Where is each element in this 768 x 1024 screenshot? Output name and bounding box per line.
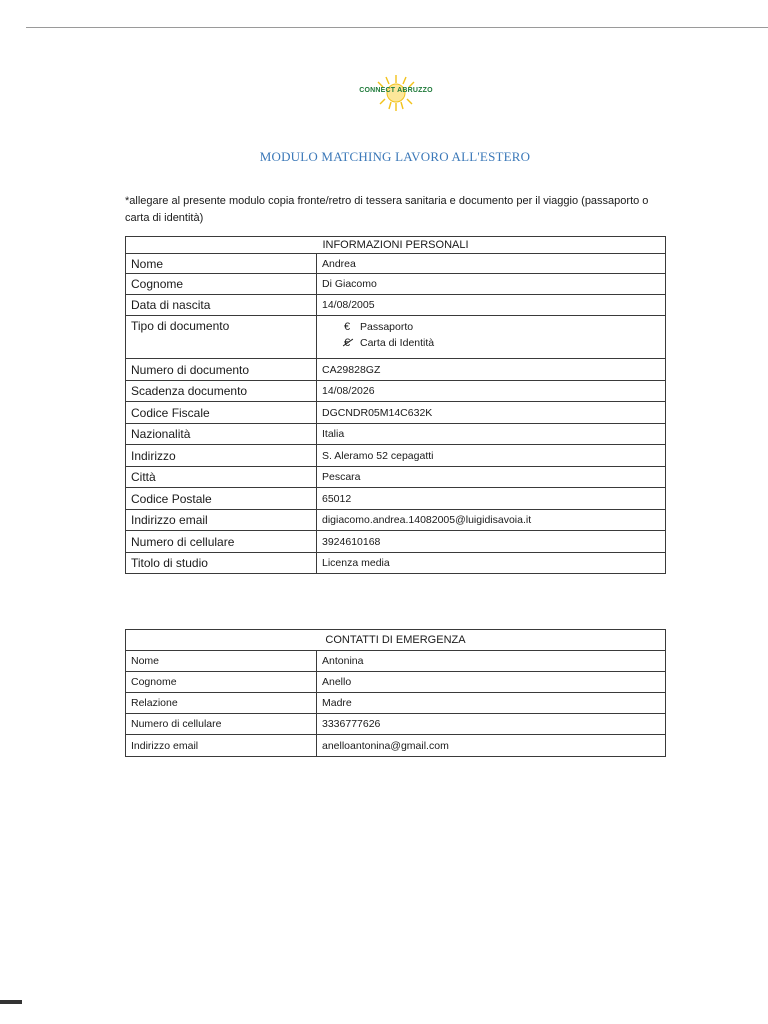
field-label: Codice Postale	[126, 488, 317, 510]
document-option-passport[interactable]	[322, 319, 665, 335]
emergency-last-name-field[interactable]: Anello	[317, 672, 666, 693]
document-type-field	[317, 316, 666, 359]
emergency-phone-field[interactable]: 3336777626	[317, 714, 666, 735]
table-row	[126, 735, 666, 757]
table-row	[126, 467, 666, 488]
field-label: Scadenza documento	[126, 381, 317, 402]
table-row	[126, 424, 666, 445]
table-row	[126, 714, 666, 735]
table-row	[126, 651, 666, 672]
document-number-field[interactable]: CA29828GZ	[317, 359, 666, 381]
field-label: Nome	[126, 254, 317, 274]
education-field[interactable]: Licenza media	[317, 553, 666, 574]
field-label: Numero di cellulare	[126, 531, 317, 553]
personal-info-table	[125, 236, 666, 574]
field-label: Città	[126, 467, 317, 488]
field-label: Relazione	[126, 693, 317, 714]
scan-top-rule	[26, 27, 768, 28]
table-row	[126, 316, 666, 359]
table-row	[126, 381, 666, 402]
emergency-relation-field[interactable]: Madre	[317, 693, 666, 714]
city-field[interactable]: Pescara	[317, 467, 666, 488]
field-label: Titolo di studio	[126, 553, 317, 574]
personal-info-header: INFORMAZIONI PERSONALI	[126, 237, 666, 254]
scan-margin-mark	[0, 1000, 22, 1004]
field-label: Cognome	[126, 672, 317, 693]
nationality-field[interactable]: Italia	[317, 424, 666, 445]
logo-text: CONNECT ABRUZZO	[359, 87, 433, 94]
option-label: Passaporto	[360, 321, 414, 333]
emergency-contacts-table	[125, 629, 666, 757]
table-row	[126, 672, 666, 693]
table-row	[126, 531, 666, 553]
field-label: Nome	[126, 651, 317, 672]
table-row	[126, 445, 666, 467]
document-option-identity-card[interactable]	[322, 335, 665, 351]
table-row	[126, 295, 666, 316]
field-label: Tipo di documento	[126, 316, 317, 359]
field-label: Indirizzo email	[126, 735, 317, 757]
attachment-note: *allegare al presente modulo copia fronte/retro di tessera sanitaria e documento per il viaggio (passaporto o carta di identità)	[125, 195, 649, 224]
checkbox-icon: €	[344, 321, 351, 333]
option-label: Carta di Identità	[360, 337, 435, 349]
email-field[interactable]: digiacomo.andrea.14082005@luigidisavoia.it	[317, 510, 666, 531]
address-field[interactable]: S. Aleramo 52 cepagatti	[317, 445, 666, 467]
emergency-email-field[interactable]: anelloantonina@gmail.com	[317, 735, 666, 757]
field-label: Indirizzo	[126, 445, 317, 467]
document-expiry-field[interactable]: 14/08/2026	[317, 381, 666, 402]
table-row	[126, 254, 666, 274]
field-label: Data di nascita	[126, 295, 317, 316]
table-row	[126, 553, 666, 574]
birth-date-field[interactable]: 14/08/2005	[317, 295, 666, 316]
connect-abruzzo-logo	[348, 74, 444, 112]
field-label: Codice Fiscale	[126, 402, 317, 424]
tax-code-field[interactable]: DGCNDR05M14C632K	[317, 402, 666, 424]
table-row	[126, 693, 666, 714]
field-label: Numero di documento	[126, 359, 317, 381]
field-label: Indirizzo email	[126, 510, 317, 531]
table-row	[126, 510, 666, 531]
page-title: MODULO MATCHING LAVORO ALL'ESTERO	[259, 149, 531, 164]
table-row	[126, 488, 666, 510]
emergency-contacts-header: CONTATTI DI EMERGENZA	[126, 630, 666, 651]
first-name-field[interactable]: Andrea	[317, 254, 666, 274]
phone-field[interactable]: 3924610168	[317, 531, 666, 553]
last-name-field[interactable]: Di Giacomo	[317, 274, 666, 295]
table-row	[126, 359, 666, 381]
field-label: Nazionalità	[126, 424, 317, 445]
checkbox-checked-icon: €	[344, 337, 360, 349]
emergency-first-name-field[interactable]: Antonina	[317, 651, 666, 672]
field-label: Cognome	[126, 274, 317, 295]
table-row	[126, 402, 666, 424]
table-row	[126, 274, 666, 295]
field-label: Numero di cellulare	[126, 714, 317, 735]
postal-code-field[interactable]: 65012	[317, 488, 666, 510]
